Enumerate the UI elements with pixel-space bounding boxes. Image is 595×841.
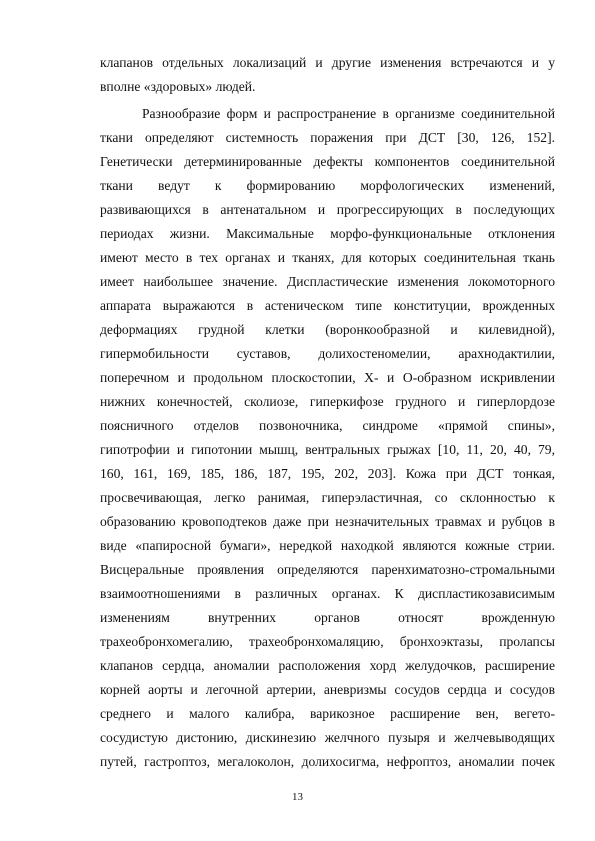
text-line: среднего и малого калибра, варикозное расширение вен, вегето- <box>100 706 555 721</box>
text-line: гипотрофии и гипотонии мышц, вентральных грыжах [10, 11, 20, 40, 79, <box>100 442 555 457</box>
text-line: ткани ведут к формированию морфологических изменений, <box>100 178 555 193</box>
text-line: путей, гастроптоз, мегалоколон, долихосигма, нефроптоз, аномалии почек <box>100 754 555 769</box>
text-line: аппарата выражаются в астеническом типе конституции, врожденных <box>100 298 555 313</box>
text-line: виде «папиросной бумаги», нередкой находкой являются кожные стрии. <box>100 538 555 553</box>
text-line: поясничного отделов позвоночника, синдроме «прямой спины», <box>100 418 555 433</box>
text-line: деформациях грудной клетки (воронкообразной и килевидной), <box>100 322 555 337</box>
text-line: ткани определяют системность поражения при ДСТ [30, 126, 152]. <box>100 130 555 145</box>
text-line: просвечивающая, легко ранимая, гиперэластичная, со склонностью к <box>100 490 555 505</box>
text-line: гипермобильности суставов, долихостеномелии, арахнодактилии, <box>100 346 555 361</box>
text-line: имеет наибольшее значение. Диспластические изменения локомоторного <box>100 274 555 289</box>
text-line: вполне «здоровых» людей. <box>100 79 256 94</box>
text-line: клапанов отдельных локализаций и другие изменения встречаются и у <box>100 55 555 70</box>
text-line: Генетически детерминированные дефекты компонентов соединительной <box>100 154 555 169</box>
text-line: поперечном и продольном плоскостопии, Х- и О-образном искривлении <box>100 370 555 385</box>
text-line: 160, 161, 169, 185, 186, 187, 195, 202, 203]. Кожа при ДСТ тонкая, <box>100 466 555 481</box>
text-line: сосудистую дистонию, дискинезию желчного пузыря и желчевыводящих <box>100 730 555 745</box>
text-line: нижних конечностей, сколиозе, гиперкифозе грудного и гиперлордозе <box>100 394 555 409</box>
text-line: клапанов сердца, аномалии расположения хорд желудочков, расширение <box>100 658 555 673</box>
text-line: трахеобронхомегалию, трахеобронхомаляцию, бронхоэктазы, пролапсы <box>100 634 555 649</box>
text-line: Висцеральные проявления определяются паренхиматозно-стромальными <box>100 562 555 577</box>
text-line: взаимоотношениями в различных органах. К диспластикозависимым <box>100 586 555 601</box>
page-number: 13 <box>292 791 303 803</box>
text-line: изменениям внутренних органов относят врожденную <box>100 610 555 625</box>
text-line: периодах жизни. Максимальные морфо-функциональные отклонения <box>100 226 555 241</box>
text-line: имеют место в тех органах и тканях, для которых соединительная ткань <box>100 250 555 265</box>
text-line: образованию кровоподтеков даже при незначительных травмах и рубцов в <box>100 514 555 529</box>
text-line: Разнообразие форм и распространение в организме соединительной <box>142 106 555 121</box>
text-line: корней аорты и легочной артерии, аневризмы сосудов сердца и сосудов <box>100 682 555 697</box>
text-line: развивающихся в антенатальном и прогрессирующих в последующих <box>100 202 555 217</box>
